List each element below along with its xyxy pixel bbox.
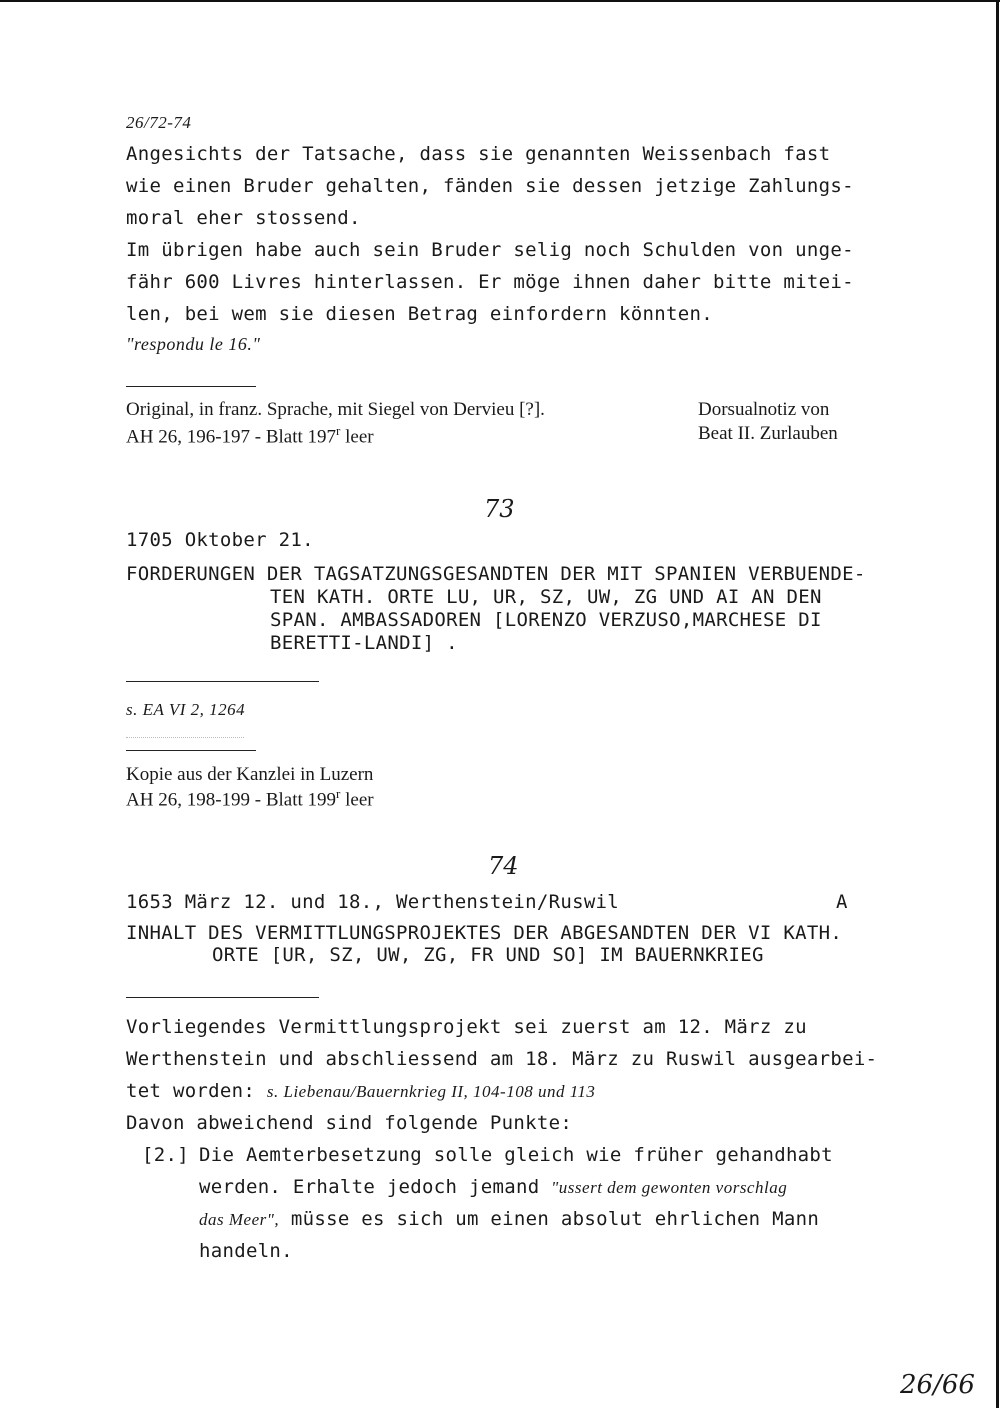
body-line [199,1176,787,1198]
quoted-text: das Meer", [199,1210,280,1229]
body-line: len, bei wem sie diesen Betrag einfordern könnten. [126,303,713,325]
body-line [126,1080,595,1102]
separator-rule [126,750,256,751]
literature-reference: s. Liebenau/Bauernkrieg II, 104-108 und 113 [266,1082,596,1101]
source-note [126,786,374,811]
page-top-border [0,0,1000,2]
blank-note: leer [340,426,374,448]
body-line: Angesichts der Tatsache, dass sie genannten Weissenbach fast [126,143,831,165]
body-line: moral eher stossend. [126,207,361,229]
version-marker: A [836,891,848,913]
document-title: SPAN. AMBASSADOREN [LORENZO VERZUSO,MARCHESE DI [270,609,822,631]
document-number: 74 [488,852,519,880]
source-note [126,423,374,448]
body-line [199,1208,819,1230]
archive-reference: AH 26, 196-197 - Blatt 197 [126,426,337,448]
source-note: Kopie aus der Kanzlei in Luzern [126,764,374,785]
body-line: fähr 600 Livres hinterlassen. Er möge ihnen daher bitte mitei- [126,271,854,293]
recto-mark: r [336,786,341,801]
body-line: wie einen Bruder gehalten, fänden sie dessen jetzige Zahlungs- [126,175,854,197]
dorsal-note: Dorsualnotiz von [698,399,830,420]
dorsal-note: Beat II. Zurlauben [698,423,838,444]
recto-mark: r [336,423,341,438]
body-line: Davon abweichend sind folgende Punkte: [126,1112,573,1134]
document-date: 1653 März 12. und 18., Werthenstein/Ruswil [126,891,620,913]
separator-rule [126,386,256,387]
handwritten-note: "respondu le 16." [126,334,261,354]
body-text: tet worden: [126,1080,267,1102]
document-title: INHALT DES VERMITTLUNGSPROJEKTES DER ABGESANDTEN DER VI KATH. [126,922,843,944]
body-line: Im übrigen habe auch sein Bruder selig noch Schulden von unge- [126,239,854,261]
blank-note: leer [340,789,374,811]
doc-reference: 26/72-74 [126,113,192,132]
point-number: [2.] [142,1144,189,1166]
separator-rule [126,997,319,998]
document-date: 1705 Oktober 21. [126,529,314,551]
document-title: BERETTI-LANDI] . [270,632,458,654]
source-note: Original, in franz. Sprache, mit Siegel von Dervieu [?]. [126,399,545,420]
quoted-text: "ussert dem gewonten vorschlag [551,1178,788,1197]
document-number: 73 [484,495,515,523]
body-text: müsse es sich um einen absolut ehrlichen Mann [279,1208,820,1230]
body-line: handeln. [199,1240,293,1262]
faint-dotted-line [126,737,244,738]
body-line: Vorliegendes Vermittlungsprojekt sei zuerst am 12. März zu [126,1016,807,1038]
body-line: Die Aemterbesetzung solle gleich wie früher gehandhabt [199,1144,833,1166]
document-title: TEN KATH. ORTE LU, UR, SZ, UW, ZG UND AI AN DEN [270,586,822,608]
body-line: Werthenstein und abschliessend am 18. März zu Ruswil ausgearbei- [126,1048,878,1070]
page-right-border [996,0,999,1408]
document-title: ORTE [UR, SZ, UW, ZG, FR UND SO] IM BAUERNKRIEG [212,944,764,966]
document-title: FORDERUNGEN DER TAGSATZUNGSGESANDTEN DER MIT SPANIEN VERBUENDE- [126,563,866,585]
page-number: 26/66 [900,1370,975,1400]
archive-reference: AH 26, 198-199 - Blatt 199 [126,789,337,811]
separator-rule [126,681,319,682]
edition-reference: s. EA VI 2, 1264 [126,700,246,719]
body-text: werden. Erhalte jedoch jemand [199,1176,552,1198]
